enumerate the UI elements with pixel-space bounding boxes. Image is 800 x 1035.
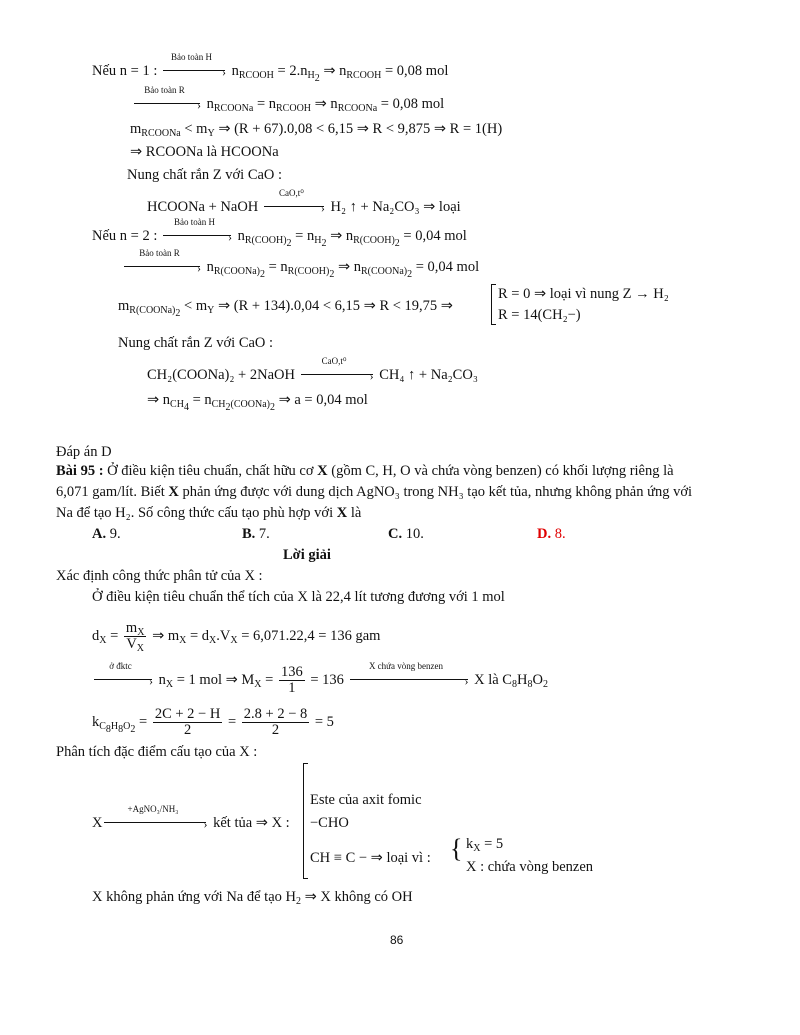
case-alkyne: CH ≡ C − ⇒ loại vì :: [310, 850, 431, 866]
case-n2-line3: $m_{R(COONa)_2} < m_Y$ ⇒ (R + 134).0,04 < 6,15 ⇒ R < 19,75 ⇒: [118, 298, 453, 319]
problem-line3: Na để tạo H₂. Số công thức cấu tạo phù hợp với X là: [56, 505, 362, 521]
density-line: $d_X$ = $\frac{m_X}{V_X}$ ⇒ $m_X = d_X.V_X = 6,071.22,4 = 136$ gam: [92, 620, 381, 654]
reason-benzene: X : chứa vòng benzen: [466, 859, 594, 875]
option-b: B. 7.: [242, 526, 270, 542]
reason-k: $k_X = 5$: [466, 836, 504, 854]
case-n1-line2: Bảo toàn R › $n_{RCOONa} = n_{RCOOH}$ ⇒ $n_{RCOONa} = 0,08$ mol: [132, 95, 444, 114]
solution-title: Lời giải: [283, 547, 331, 563]
problem-line1: Bài 95 : Ở điều kiện tiêu chuẩn, chất hữu cơ X (gồm C, H, O và chứa vòng benzen) có khối lượng riêng là: [56, 463, 674, 479]
option-c: C. 10.: [388, 526, 424, 542]
case-n1-line1: Nếu n = 1 : Bảo toàn H › $n_{RCOOH} = 2.n_{H_2}$ ⇒ $n_{RCOOH} = 0,08$ mol: [92, 52, 449, 84]
options-bracket: [491, 284, 492, 324]
molar-line: ở đktc › $n_X = 1$ mol ⇒ $M_X$ = $\frac{136}{1}$ = 136 X chứa vòng benzen › X là $C_8H_8O_2$: [92, 665, 548, 696]
page-number: 86: [390, 933, 404, 947]
agno3-reaction: X +AgNO₃/NH₃ › kết tủa ⇒ X :: [92, 804, 290, 831]
case-n1-line4: ⇒ RCOONa là HCOONa: [130, 144, 279, 160]
case-n1-line3: $m_{RCOONa} < m_Y$ ⇒ (R + 67).0,08 < 6,15 ⇒ R < 9,875 ⇒ R = 1(H): [130, 121, 503, 139]
reason-brace: {: [450, 834, 463, 863]
problem-line2: 6,071 gam/lít. Biết X phản ứng được với dung dịch AgNO₃ trong NH₃ tạo kết tủa, nhưng không phản ứng với: [56, 484, 693, 500]
option-d: D. 8.: [537, 526, 566, 542]
final-line: X không phản ứng với Na để tạo $H_2$ ⇒ X không có OH: [92, 889, 413, 907]
answer-line: Đáp án D: [56, 444, 112, 460]
case-n2-reaction: CH₂(COONa)₂ + 2NaOH CaO,t⁰ › CH₄ ↑ + Na₂CO₃: [147, 356, 478, 383]
case-n1-reaction: HCOONa + NaOH CaO,t⁰ › H₂ ↑ + Na₂CO₃ ⇒ loại: [147, 188, 461, 215]
k-line: $k_{C_8H_8O_2}$ = $\frac{2C + 2 - H}{2}$ = $\frac{2.8 + 2 - 8}{2}$ = 5: [92, 706, 334, 738]
case-n2-opt2: R = 14(CH₂−): [498, 307, 581, 323]
case-n2-line1: Nếu n = 2 : Bảo toàn H › $n_{R(COOH)_2} = n_{H_2}$ ⇒ $n_{R(COOH)_2} = 0,04$ mol: [92, 217, 467, 249]
case-n2-opt1: R = 0 ⇒ loại vì nung Z → H₂: [498, 286, 669, 302]
stp-line: Ở điều kiện tiêu chuẩn thể tích của X là 22,4 lít tương đương với 1 mol: [92, 589, 505, 605]
cases-bracket: [303, 763, 304, 878]
solution-intro: Xác định công thức phân tử của X :: [56, 568, 263, 584]
case-cho: −CHO: [310, 815, 349, 831]
option-a: A. 9.: [92, 526, 121, 542]
analysis-line: Phân tích đặc điểm cấu tạo của X :: [56, 744, 258, 760]
case-n2-heat: Nung chất rắn Z với CaO :: [118, 335, 274, 351]
case-n2-line2: Bảo toàn R › $n_{R(COONa)_2} = n_{R(COOH)_2}$ ⇒ $n_{R(COONa)_2} = 0,04$ mol: [122, 258, 479, 277]
case-ester: Este của axit fomic: [310, 792, 422, 808]
case-n1-heat: Nung chất rắn Z với CaO :: [127, 167, 283, 183]
case-n2-result: ⇒ $n_{CH_4} = n_{CH_2(COONa)_2}$ ⇒ a = 0,04 mol: [147, 392, 368, 413]
